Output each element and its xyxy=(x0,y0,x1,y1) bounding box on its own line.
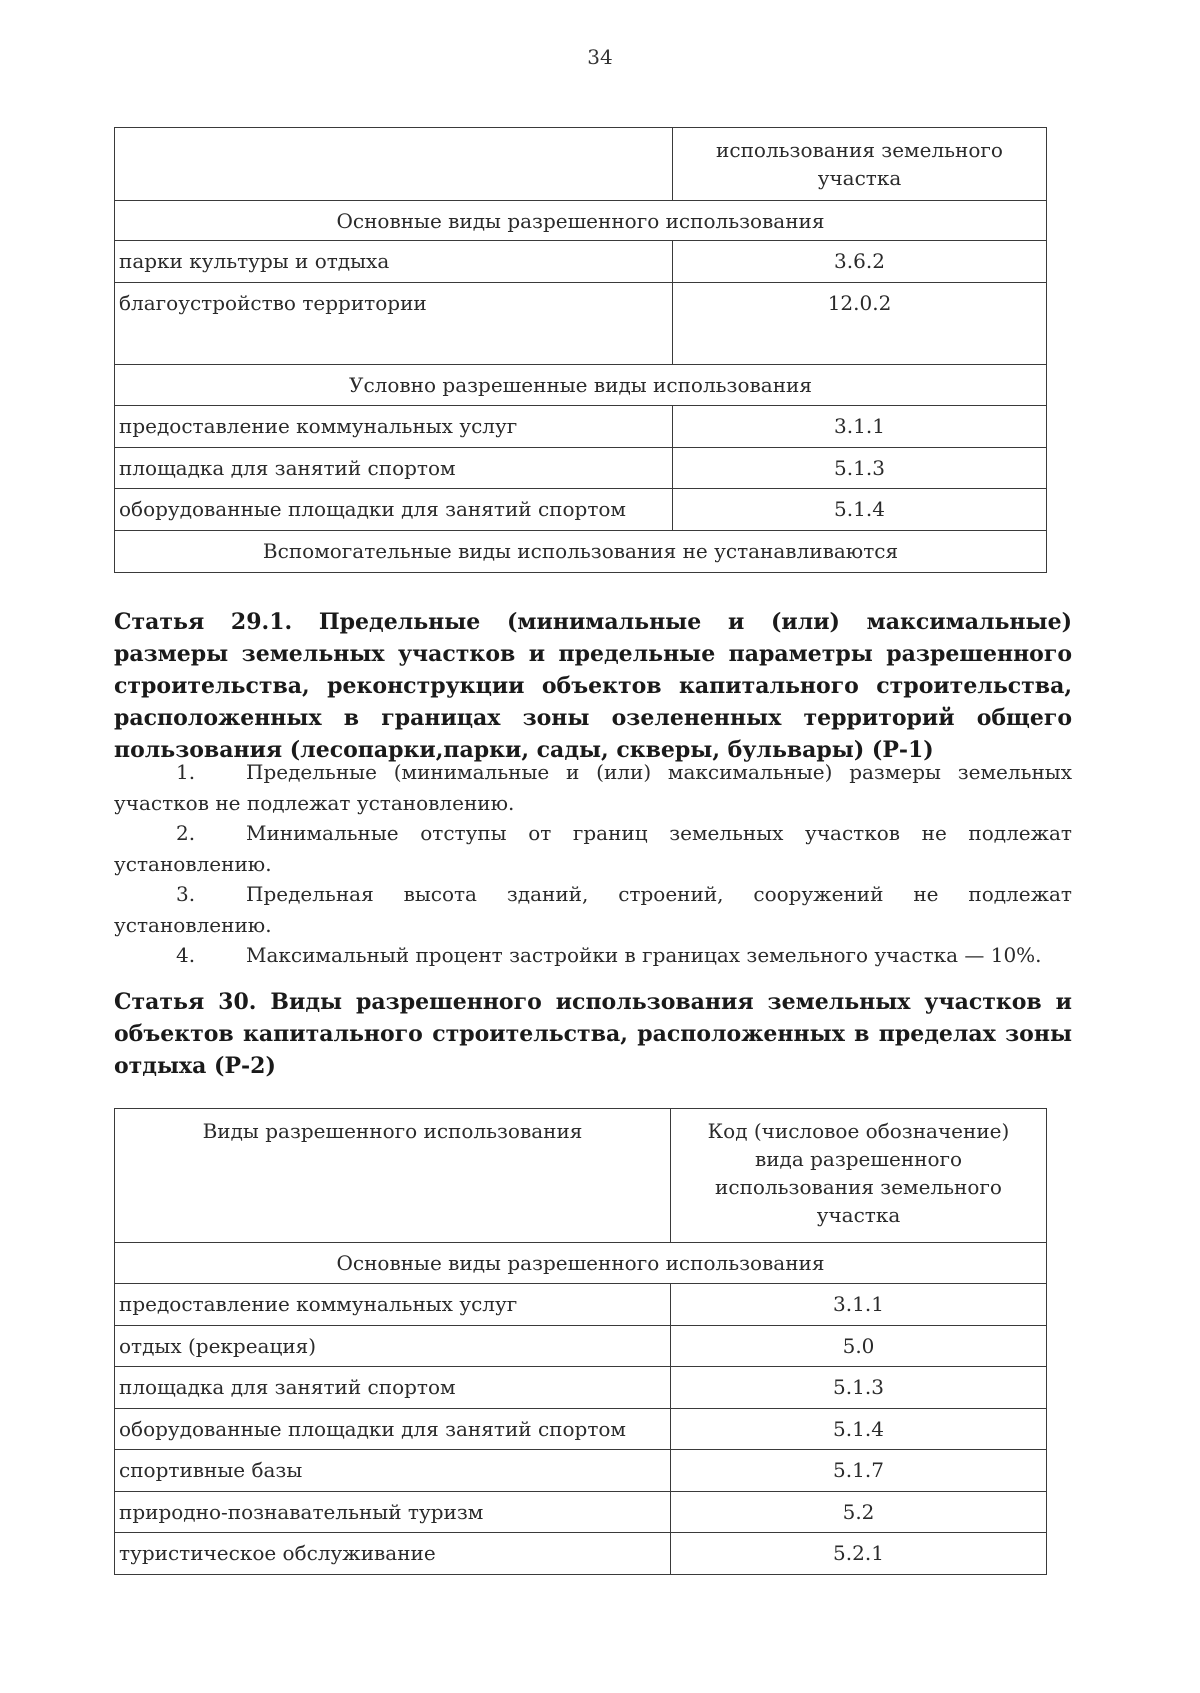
use-code-cell: 5.2.1 xyxy=(671,1533,1047,1575)
item-text: Предельные (минимальные и (или) максимальные) размеры земельных участков не подлежат установлению. xyxy=(114,760,1072,815)
item-text: Минимальные отступы от границ земельных участков не подлежат установлению. xyxy=(114,821,1072,876)
use-name-cell: оборудованные площадки для занятий спортом xyxy=(115,489,673,531)
table-row xyxy=(115,448,1047,489)
table-section-row xyxy=(115,531,1047,573)
use-name-cell: предоставление коммунальных услуг xyxy=(115,406,673,448)
table-row xyxy=(115,489,1047,531)
article-30-heading: Статья 30. Виды разрешенного использования земельных участков и объектов капитального строительства, расположенных в пределах зоны отдыха (Р-2) xyxy=(114,989,1072,1079)
table-row xyxy=(115,1284,1047,1326)
use-code-cell: 5.1.7 xyxy=(671,1450,1047,1492)
use-code-cell: 3.6.2 xyxy=(673,241,1047,283)
article-29-1-item-1 xyxy=(114,757,1072,819)
table-row xyxy=(115,241,1047,283)
table-header-row xyxy=(115,1109,1047,1243)
table-section-row xyxy=(115,365,1047,406)
use-name-cell: оборудованные площадки для занятий спортом xyxy=(115,1409,671,1450)
use-name-cell: парки культуры и отдыха xyxy=(115,241,673,283)
use-name-cell: площадка для занятий спортом xyxy=(115,448,673,489)
item-number: 4. xyxy=(176,943,196,967)
table-section-row xyxy=(115,1243,1047,1284)
table-row xyxy=(115,1533,1047,1575)
use-name-cell: туристическое обслуживание xyxy=(115,1533,671,1575)
section-main-uses: Основные виды разрешенного использования xyxy=(115,201,1047,241)
land-use-table-r1 xyxy=(114,127,1047,573)
use-code-cell: 5.1.4 xyxy=(673,489,1047,531)
table-row xyxy=(115,1326,1047,1367)
item-text: Максимальный процент застройки в границах земельного участка — 10%. xyxy=(246,943,1042,967)
use-code-cell: 5.0 xyxy=(671,1326,1047,1367)
table-row xyxy=(115,1409,1047,1450)
article-29-1-item-4 xyxy=(114,940,1072,971)
section-conditional-uses: Условно разрешенные виды использования xyxy=(115,365,1047,406)
use-code-cell: 5.1.3 xyxy=(671,1367,1047,1409)
use-code-cell: 5.1.4 xyxy=(671,1409,1047,1450)
article-29-1-item-3 xyxy=(114,879,1072,941)
use-code-cell: 5.2 xyxy=(671,1492,1047,1533)
table-row xyxy=(115,283,1047,365)
table-row xyxy=(115,1492,1047,1533)
article-29-1-heading: Статья 29.1. Предельные (минимальные и (или) максимальные) размеры земельных участков и предельные параметры разрешенного строительства, реконструкции объектов капитального строительства, расположенных в границах зоны озелененных территорий общего пользования (лесопарки,парки, сады, скверы, бульвары) (Р-1) xyxy=(114,609,1072,763)
item-number: 2. xyxy=(176,821,196,845)
use-code-cell: 12.0.2 xyxy=(673,283,1047,365)
use-code-cell: 3.1.1 xyxy=(673,406,1047,448)
item-number: 1. xyxy=(176,760,196,784)
section-main-uses: Основные виды разрешенного использования xyxy=(115,1243,1047,1284)
page-number: 34 xyxy=(587,45,613,69)
column-header-uses: Виды разрешенного использования xyxy=(115,1109,671,1243)
use-name-cell: отдых (рекреация) xyxy=(115,1326,671,1367)
use-name-cell: благоустройство территории xyxy=(115,283,673,365)
use-name-cell: предоставление коммунальных услуг xyxy=(115,1284,671,1326)
table-header-cell-empty xyxy=(115,128,673,201)
use-name-cell: природно-познавательный туризм xyxy=(115,1492,671,1533)
table-header-row xyxy=(115,128,1047,201)
use-name-cell: спортивные базы xyxy=(115,1450,671,1492)
table-row xyxy=(115,1367,1047,1409)
land-use-table-r2 xyxy=(114,1108,1047,1575)
use-code-cell: 5.1.3 xyxy=(673,448,1047,489)
section-auxiliary-uses: Вспомогательные виды использования не устанавливаются xyxy=(115,531,1047,573)
use-code-cell: 3.1.1 xyxy=(671,1284,1047,1326)
column-header-code: Код (числовое обозначение) вида разрешенного использования земельного участка xyxy=(671,1109,1047,1243)
table-section-row xyxy=(115,201,1047,241)
article-29-1-item-2 xyxy=(114,818,1072,880)
table-row xyxy=(115,406,1047,448)
table-header-cell-code: использования земельного участка xyxy=(673,128,1047,201)
item-number: 3. xyxy=(176,882,196,906)
use-name-cell: площадка для занятий спортом xyxy=(115,1367,671,1409)
item-text: Предельная высота зданий, строений, сооружений не подлежат установлению. xyxy=(114,882,1072,937)
table-row xyxy=(115,1450,1047,1492)
